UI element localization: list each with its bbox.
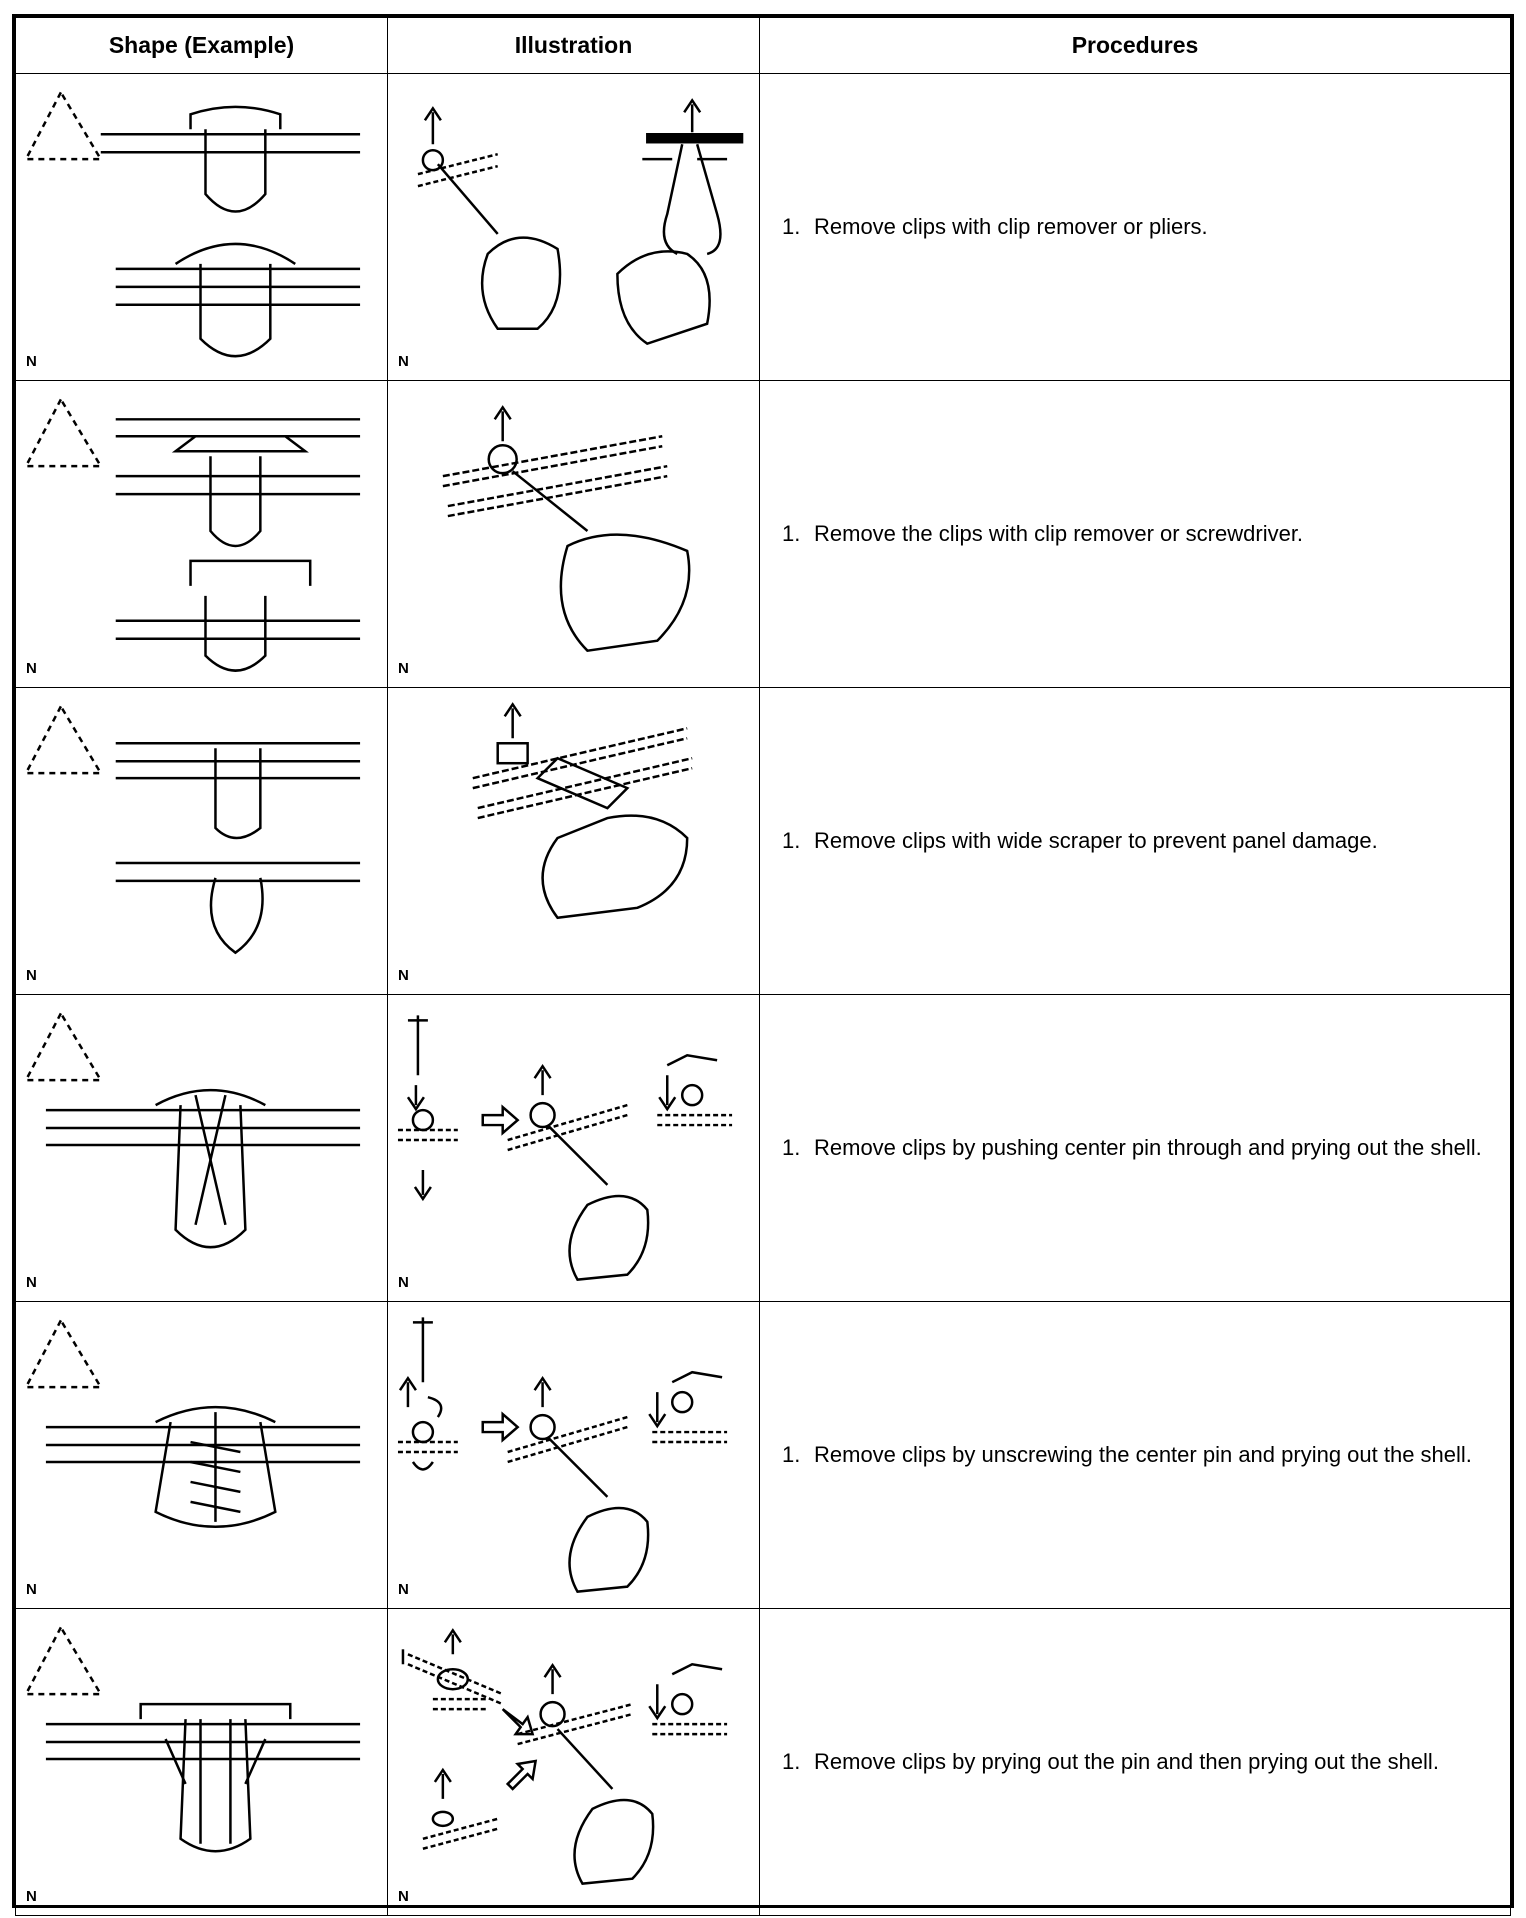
clip-remover-illustration xyxy=(388,74,759,380)
clip-shape-drawing xyxy=(16,1302,387,1608)
shape-cell xyxy=(16,995,388,1302)
push-pin-illustration xyxy=(388,995,759,1301)
shape-cell xyxy=(16,1302,388,1609)
step-number: 1. xyxy=(782,521,801,546)
step-number: 1. xyxy=(782,214,801,239)
figure-code: N xyxy=(26,1581,37,1598)
clip-shape-drawing xyxy=(16,381,387,687)
table-row xyxy=(16,995,1511,1302)
step-number: 1. xyxy=(782,1135,801,1160)
clip-shape-drawing xyxy=(16,74,387,380)
table-row xyxy=(16,1302,1511,1609)
shape-cell xyxy=(16,1609,388,1916)
figure-code: N xyxy=(398,1274,409,1291)
scraper-illustration xyxy=(388,688,759,994)
procedure-table xyxy=(15,17,1511,1916)
procedure-text: Remove clips by prying out the pin and then prying out the shell. xyxy=(814,1749,1439,1774)
figure-code: N xyxy=(398,353,409,370)
step-number: 1. xyxy=(782,1749,801,1774)
unscrew-pin-illustration xyxy=(388,1302,759,1608)
figure-code: N xyxy=(398,1581,409,1598)
figure-code: N xyxy=(398,1888,409,1905)
clip-shape-drawing xyxy=(16,688,387,994)
procedure-cell xyxy=(760,74,1511,381)
procedure-cell xyxy=(760,688,1511,995)
figure-code: N xyxy=(26,967,37,984)
step-number: 1. xyxy=(782,1442,801,1467)
procedure-text: Remove clips by unscrewing the center pin and prying out the shell. xyxy=(814,1442,1472,1467)
procedure-cell xyxy=(760,1302,1511,1609)
clip-shape-drawing xyxy=(16,995,387,1301)
illustration-cell xyxy=(388,74,760,381)
table-row xyxy=(16,381,1511,688)
shape-cell xyxy=(16,688,388,995)
shape-cell xyxy=(16,74,388,381)
procedure-text: Remove clips with clip remover or pliers. xyxy=(814,214,1208,239)
procedure-text: Remove clips by pushing center pin through and prying out the shell. xyxy=(814,1135,1482,1160)
clip-removal-table xyxy=(12,14,1514,1908)
figure-code: N xyxy=(398,967,409,984)
pry-pin-illustration xyxy=(388,1609,759,1915)
procedure-cell xyxy=(760,1609,1511,1916)
table-row xyxy=(16,1609,1511,1916)
header-illustration: Illustration xyxy=(388,18,760,74)
header-row xyxy=(16,18,1511,74)
clip-shape-drawing xyxy=(16,1609,387,1915)
figure-code: N xyxy=(26,353,37,370)
header-procedures: Procedures xyxy=(760,18,1511,74)
illustration-cell xyxy=(388,995,760,1302)
clip-remover-illustration xyxy=(388,381,759,687)
illustration-cell xyxy=(388,1302,760,1609)
procedure-text: Remove clips with wide scraper to prevent panel damage. xyxy=(814,828,1378,853)
illustration-cell xyxy=(388,1609,760,1916)
figure-code: N xyxy=(26,1274,37,1291)
illustration-cell xyxy=(388,688,760,995)
figure-code: N xyxy=(26,660,37,677)
shape-cell xyxy=(16,381,388,688)
procedure-text: Remove the clips with clip remover or screwdriver. xyxy=(814,521,1304,546)
figure-code: N xyxy=(398,660,409,677)
figure-code: N xyxy=(26,1888,37,1905)
table-row xyxy=(16,688,1511,995)
table-row xyxy=(16,74,1511,381)
procedure-cell xyxy=(760,381,1511,688)
procedure-cell xyxy=(760,995,1511,1302)
illustration-cell xyxy=(388,381,760,688)
header-shape: Shape (Example) xyxy=(16,18,388,74)
step-number: 1. xyxy=(782,828,801,853)
